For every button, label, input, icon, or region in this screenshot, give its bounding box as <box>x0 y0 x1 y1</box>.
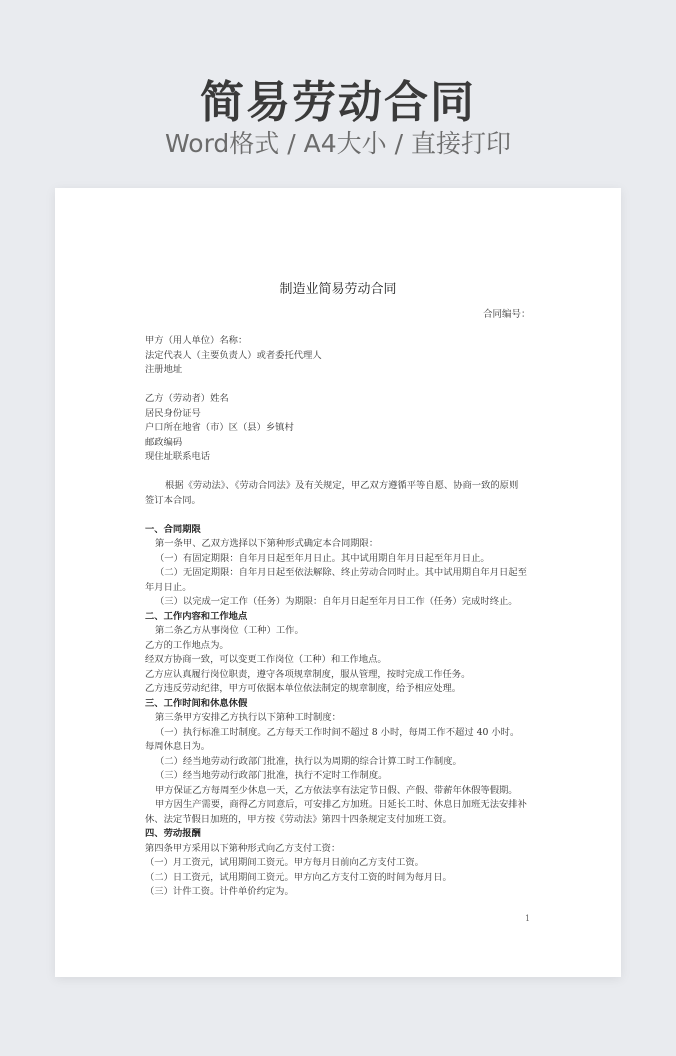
section-3-line-6: 甲方因生产需要，商得乙方同意后，可安排乙方加班。日延长工时、休息日加班无法安排补休、法定节假日加班的，甲方按《劳动法》第四十四条规定支付加班工资。 <box>145 799 527 825</box>
section-2-line-5: 乙方违反劳动纪律，甲方可依据本单位依法制定的规章制度，给予相应处理。 <box>145 683 462 694</box>
preamble-paragraph: 根据《劳动法》、《劳动合同法》及有关规定，甲乙双方遵循平等自愿、协商一致的原则签订本合同。 <box>145 480 519 506</box>
document-page <box>55 188 621 977</box>
section-1-heading: 一、合同期限 <box>145 523 201 535</box>
document-body <box>145 334 527 900</box>
section-2-heading: 二、工作内容和工作地点 <box>145 610 248 622</box>
section-4-line-1: 第四条甲方采用以下第种形式向乙方支付工资： <box>145 842 341 854</box>
section-1-item-1: （一）有固定期限：自年月日起至年月日止。其中试用期自年月日起至年月日止。 <box>155 552 490 564</box>
section-2-line-4: 乙方应认真履行岗位职责，遵守各项规章制度，服从管理，按时完成工作任务。 <box>145 668 471 680</box>
section-3-line-3: （二）经当地劳动行政部门批准，执行以为周期的综合计算工时工作制度。 <box>155 755 462 767</box>
section-3-line-2: （一）执行标准工时制度。乙方每天工作时间不超过 8 小时，每周工作不超过 40 小时。每周休息日为。 <box>145 726 520 752</box>
section-2-line-3: 经双方协商一致，可以变更工作岗位（工种）和工作地点。 <box>145 654 387 665</box>
section-2-line-2: 乙方的工作地点为。 <box>145 639 229 651</box>
section-4-line-3: （二）日工资元，试用期间工资元。甲方向乙方支付工资的时间为每月日。 <box>145 871 452 883</box>
party-b-contact-label: 现住址联系电话 <box>145 451 211 462</box>
contract-number-label: 合同编号： <box>483 309 531 320</box>
document-title: 制造业简易劳动合同 <box>279 282 397 297</box>
section-1-intro: 第一条甲、乙双方选择以下第种形式确定本合同期限： <box>155 538 379 549</box>
section-3-line-5: 甲方保证乙方每周至少休息一天，乙方依法享有法定节日假、产假、带薪年休假等假期。 <box>155 784 518 796</box>
section-3-heading: 三、工作时间和休息休假 <box>145 697 248 709</box>
party-b-id-label: 居民身份证号 <box>145 407 201 419</box>
banner-subtitle: Word格式 / A4大小 / 直接打印 <box>165 129 511 158</box>
section-1-item-2: （二）无固定期限：自年月日起至依法解除、终止劳动合同时止。其中试用期自年月日起至年月日止。 <box>145 567 527 593</box>
section-3-line-1: 第三条甲方安排乙方执行以下第种工时制度： <box>155 712 341 723</box>
party-a-name-label: 甲方（用人单位）名称： <box>145 335 248 346</box>
party-b-hukou-label: 户口所在地省（市）区（县）乡镇村 <box>145 422 294 433</box>
page-number: 1 <box>525 914 531 923</box>
section-4-line-2: （一）月工资元，试用期间工资元。甲方每月日前向乙方支付工资。 <box>145 857 424 868</box>
banner-title: 简易劳动合同 <box>200 77 476 128</box>
party-b-name-label: 乙方（劳动者）姓名 <box>145 393 229 404</box>
section-4-line-4: （三）计件工资。计件单价约定为。 <box>145 886 294 897</box>
section-2-line-1: 第二条乙方从事岗位（工种）工作。 <box>155 625 304 636</box>
party-a-representative-label: 法定代表人（主要负责人）或者委托代理人 <box>145 349 322 361</box>
section-1-item-3: （三）以完成一定工作（任务）为期限：自年月日起至年月日工作（任务）完成时终止。 <box>155 596 518 607</box>
section-4-heading: 四、劳动报酬 <box>145 828 201 839</box>
party-a-address-label: 注册地址 <box>145 364 183 375</box>
section-3-line-4: （三）经当地劳动行政部门批准，执行不定时工作制度。 <box>155 770 388 781</box>
party-b-postcode-label: 邮政编码 <box>145 436 183 448</box>
